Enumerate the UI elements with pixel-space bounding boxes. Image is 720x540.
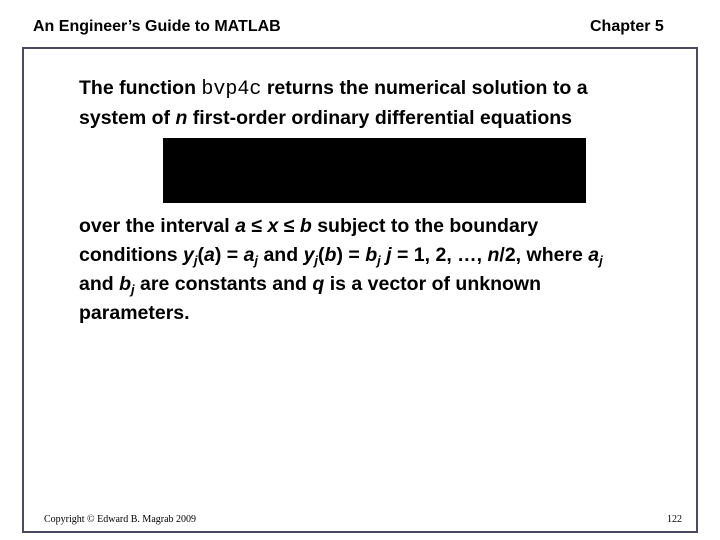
variable-y: y — [303, 244, 315, 266]
copyright-footer: Copyright © Edward B. Magrab 2009 — [44, 514, 197, 525]
text-segment: conditions — [79, 244, 183, 266]
subscript-j: j — [377, 253, 381, 268]
subscript-j: j — [254, 253, 259, 268]
text-segment: ) = — [336, 244, 366, 266]
header-title: An Engineer’s Guide to MATLAB — [33, 18, 281, 35]
text-segment: The function — [79, 77, 202, 99]
text-segment: ( — [197, 244, 204, 266]
text-segment: and — [258, 244, 304, 266]
text-segment: /2, where — [499, 244, 589, 266]
variable-a: a — [243, 244, 255, 266]
equation-image-placeholder — [163, 138, 586, 203]
variable-a: a — [588, 244, 600, 266]
le-symbol: ≤ — [278, 215, 300, 237]
variable-n: n — [175, 107, 188, 129]
le-symbol: ≤ — [245, 215, 268, 237]
text-segment: returns the numerical solution to a — [261, 77, 588, 99]
page-number: 122 — [667, 514, 682, 525]
variable-a: a — [235, 215, 246, 237]
variable-q: q — [312, 273, 325, 295]
variable-j: j — [386, 244, 392, 266]
function-name: bvp4c — [201, 78, 262, 101]
text-segment: = 1, 2, …, — [391, 244, 488, 266]
variable-b: b — [119, 273, 132, 295]
subscript-j: j — [314, 253, 319, 268]
subscript-j: j — [193, 253, 198, 268]
variable-y: y — [183, 244, 194, 266]
variable-n: n — [487, 244, 500, 266]
text-segment: system of — [79, 107, 176, 129]
text-segment: ( — [318, 244, 325, 266]
text-segment: parameters. — [79, 302, 190, 324]
chapter-label: Chapter 5 — [590, 18, 664, 35]
text-segment: are constants and — [134, 273, 313, 295]
variable-x: x — [267, 215, 279, 237]
variable-b: b — [299, 215, 312, 237]
variable-a: a — [203, 244, 215, 266]
variable-b: b — [324, 244, 337, 266]
text-segment: subject to the boundary — [311, 215, 539, 237]
text-segment: ) = — [214, 244, 244, 266]
text-segment: is a vector of unknown — [324, 273, 541, 295]
intro-paragraph — [79, 74, 588, 133]
subscript-j: j — [131, 282, 135, 297]
text-segment: over the interval — [79, 215, 236, 237]
text-segment: and — [79, 273, 120, 295]
variable-b: b — [365, 244, 378, 266]
text-segment: first-order ordinary differential equations — [187, 107, 573, 129]
boundary-paragraph — [79, 212, 603, 328]
subscript-j: j — [599, 253, 603, 268]
